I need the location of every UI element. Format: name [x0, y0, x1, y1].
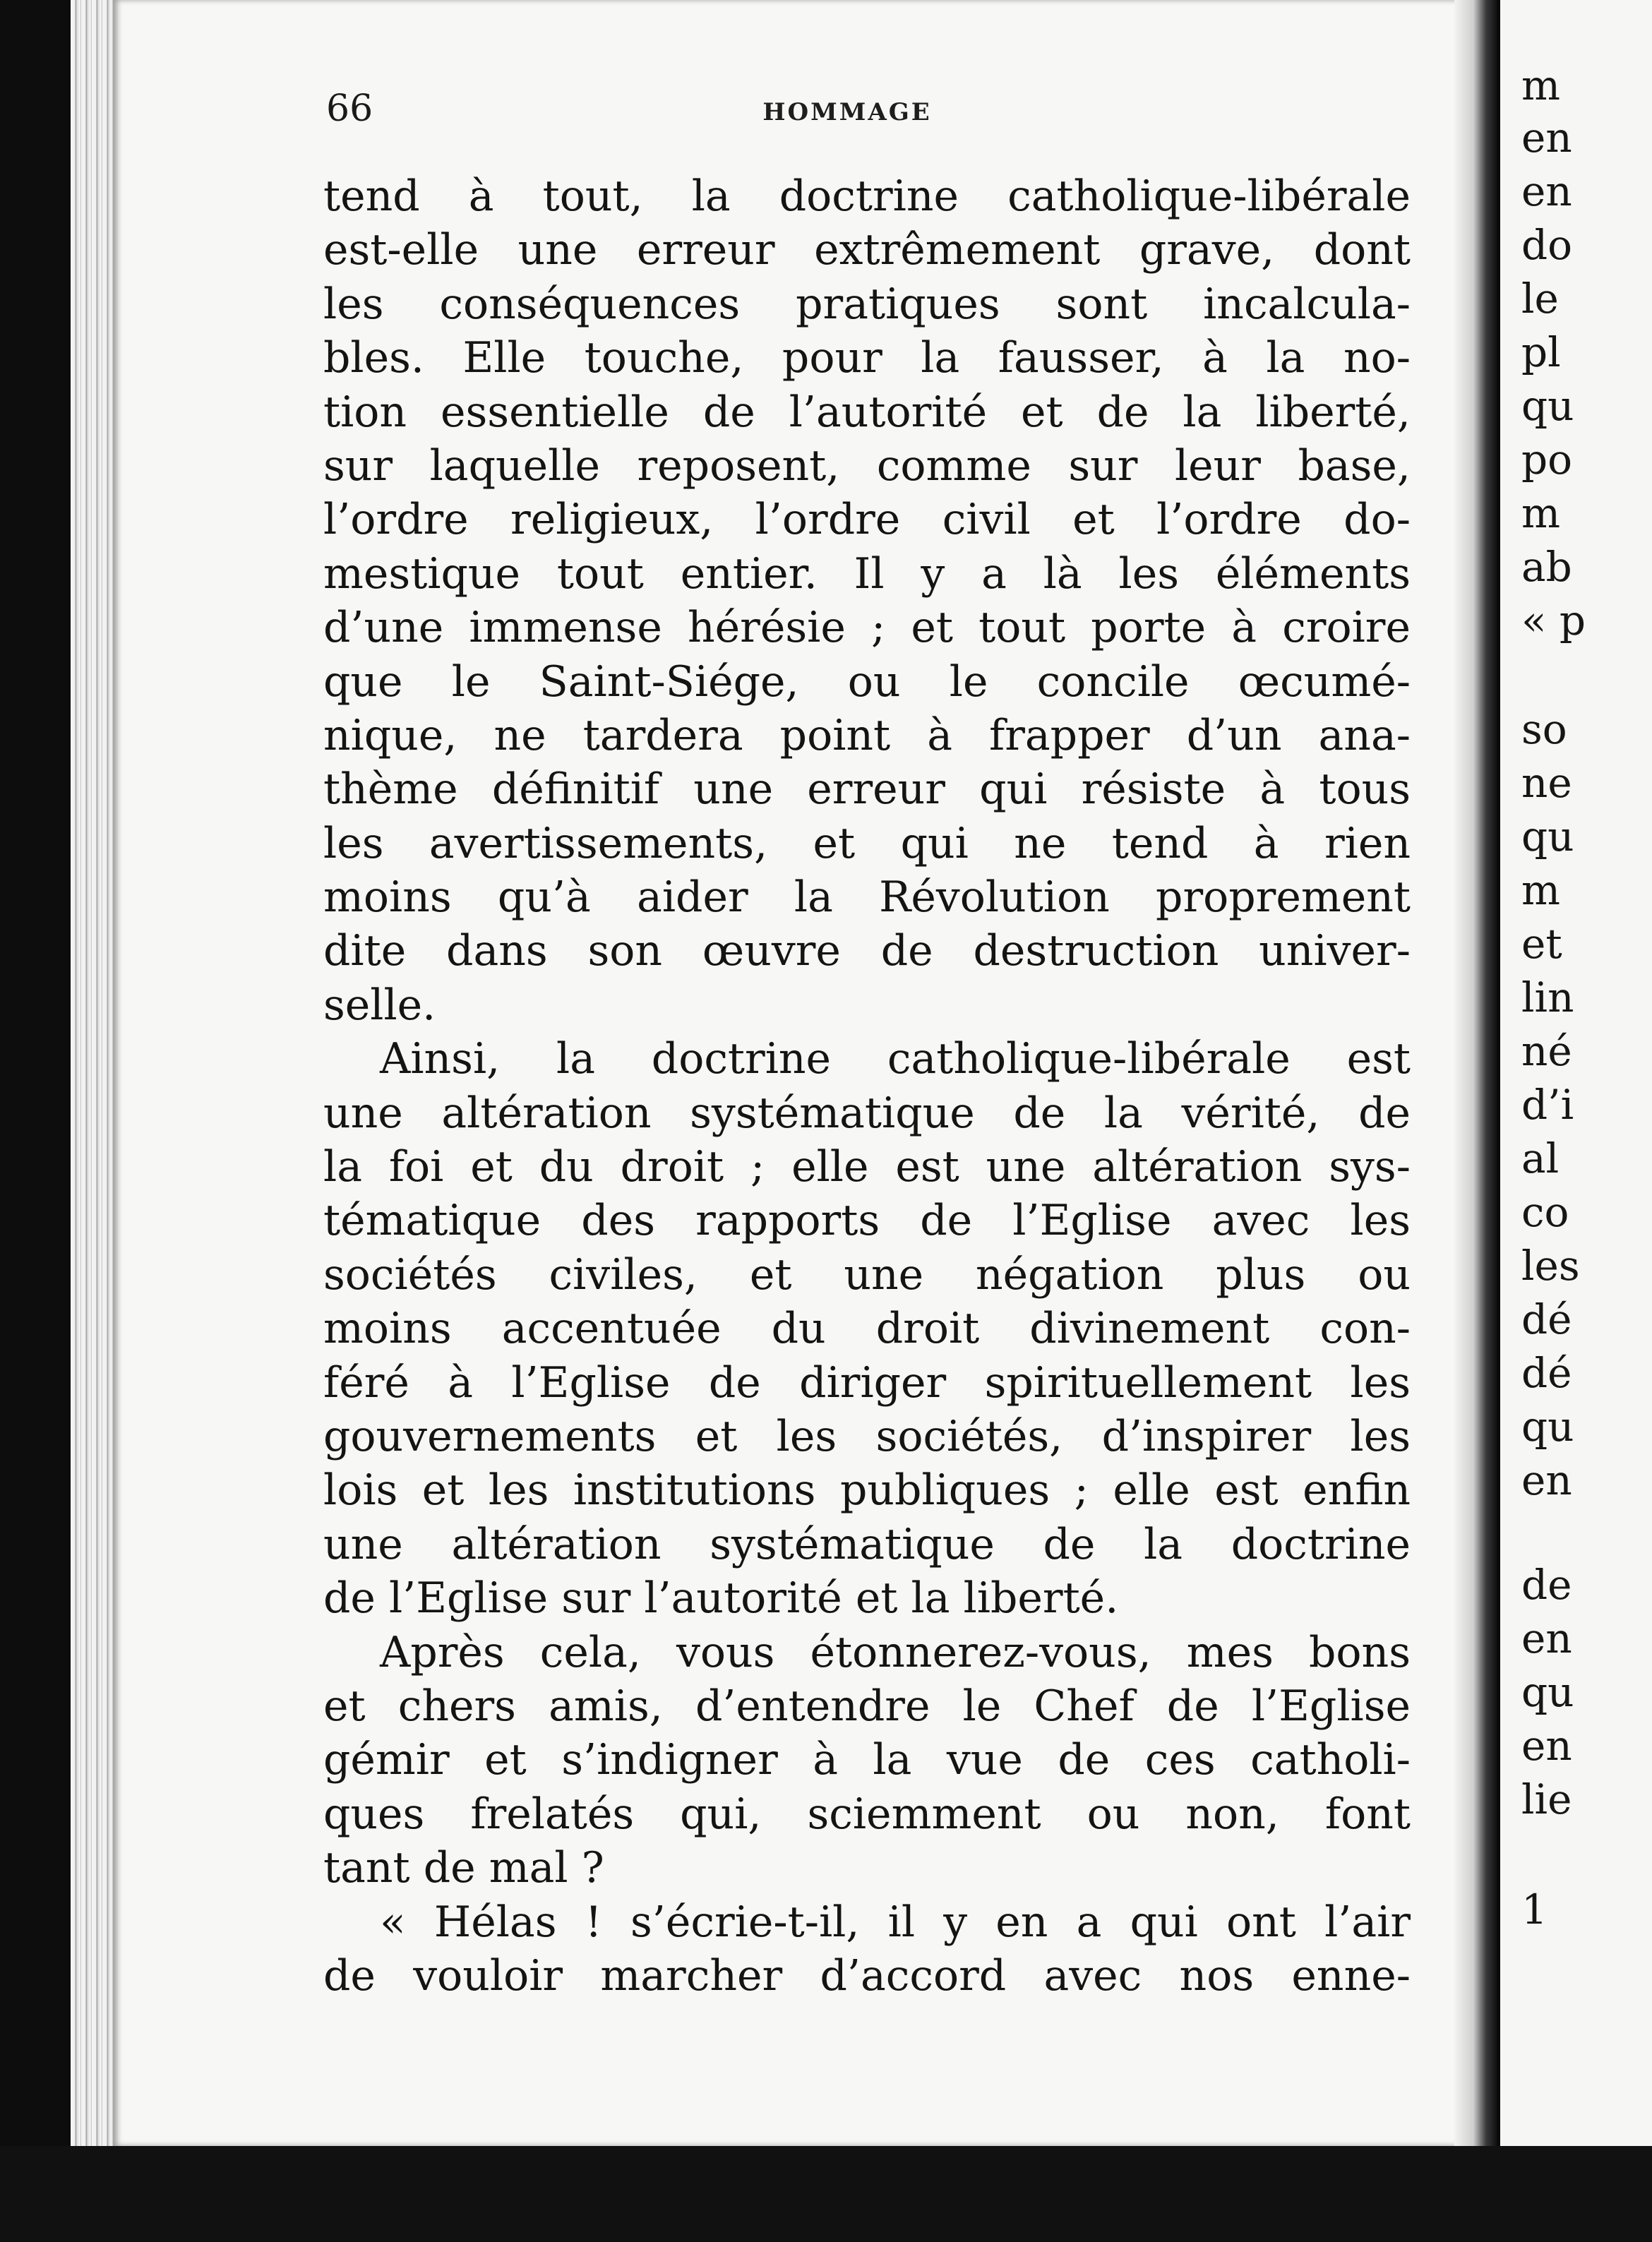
text-line: que le Saint-Siége, ou le concile œcumé- [323, 657, 1411, 707]
text-line: tant de mal ? [323, 1843, 604, 1893]
page-number: 66 [326, 88, 373, 130]
facing-page-fragment: m [1521, 61, 1560, 109]
text-line: nique, ne tardera point à frapper d’un ana- [323, 710, 1411, 760]
text-line: gouvernements et les sociétés, d’inspirer les [323, 1411, 1411, 1461]
text-line: lois et les institutions publiques ; elle est enfin [323, 1465, 1411, 1516]
text-line: une altération systématique de la doctrine [323, 1519, 1411, 1569]
facing-page-fragment: m [1521, 489, 1560, 537]
text-line: tend à tout, la doctrine catholique-libérale [323, 172, 1411, 221]
facing-page-fragment: « p [1521, 597, 1586, 645]
text-line: la foi et du droit ; elle est une altération sys- [323, 1142, 1411, 1192]
facing-page-fragment: les [1521, 1242, 1580, 1290]
text-line: gémir et s’indigner à la vue de ces catholi- [323, 1735, 1411, 1785]
facing-page-fragment: et [1521, 920, 1562, 968]
facing-page-fragment: m [1521, 866, 1560, 914]
facing-page-fragment: lie [1521, 1775, 1572, 1823]
book-gutter [1454, 0, 1497, 2146]
facing-page-fragment: dé [1521, 1349, 1572, 1397]
text-line: et chers amis, d’entendre le Chef de l’Eglise [323, 1681, 1411, 1731]
facing-page-fragment: ab [1521, 543, 1572, 591]
facing-page-fragment: dé [1521, 1295, 1572, 1343]
scan-bottom-border [0, 2146, 1652, 2242]
text-line: sociétés civiles, et une négation plus ou [323, 1249, 1411, 1300]
running-header-title: HOMMAGE [762, 98, 932, 126]
text-line: Ainsi, la doctrine catholique-libérale est [380, 1034, 1411, 1084]
facing-page-fragment: en [1521, 114, 1572, 162]
text-line: Après cela, vous étonnerez-vous, mes bons [380, 1627, 1411, 1677]
facing-page-fragment: pl [1521, 328, 1561, 376]
text-line: mestique tout entier. Il y a là les éléments [323, 548, 1411, 599]
facing-page-fragment: né [1521, 1027, 1572, 1075]
facing-page-fragment: en [1521, 1614, 1572, 1662]
facing-page-fragment: d’i [1521, 1081, 1574, 1129]
text-line: moins qu’à aider la Révolution proprement [323, 873, 1411, 923]
facing-page-fragment: de [1521, 1561, 1572, 1609]
text-line: de vouloir marcher d’accord avec nos enne- [323, 1950, 1411, 2001]
text-line: tion essentielle de l’autorité et de la liberté, [323, 387, 1411, 437]
facing-page-fragment: qu [1521, 1403, 1574, 1451]
text-line: tématique des rapports de l’Eglise avec les [323, 1196, 1411, 1246]
facing-page-fragment: co [1521, 1188, 1569, 1236]
facing-page-fragment: 1 [1521, 1886, 1548, 1934]
facing-page-fragment: ne [1521, 759, 1572, 807]
text-line: l’ordre religieux, l’ordre civil et l’ordre do- [323, 495, 1411, 545]
text-line: les conséquences pratiques sont incalcula- [323, 279, 1411, 329]
facing-page-fragment: en [1521, 167, 1572, 215]
text-line: de l’Eglise sur l’autorité et la liberté. [323, 1573, 1119, 1624]
facing-page-fragment: po [1521, 436, 1573, 484]
text-line: moins accentuée du droit divinement con- [323, 1304, 1411, 1354]
text-line: « Hélas ! s’écrie-t-il, il y en a qui ont l’air [380, 1897, 1411, 1947]
text-line: d’une immense hérésie ; et tout porte à croire [323, 603, 1411, 653]
facing-page-fragment: so [1521, 705, 1567, 753]
text-line: thème définitif une erreur qui résiste à tous [323, 765, 1411, 815]
text-line: féré à l’Eglise de diriger spirituellement les [323, 1357, 1411, 1408]
text-line: bles. Elle touche, pour la fausser, à la no- [323, 333, 1411, 383]
facing-page-fragment: al [1521, 1134, 1560, 1182]
text-line: est-elle une erreur extrêmement grave, dont [323, 225, 1411, 275]
facing-page-fragment: le [1521, 275, 1559, 323]
text-line: les avertissements, et qui ne tend à rien [323, 818, 1411, 868]
facing-page [1500, 0, 1652, 2146]
facing-page-fragment: qu [1521, 382, 1574, 430]
text-line: selle. [323, 980, 436, 1030]
text-line: sur laquelle reposent, comme sur leur base, [323, 440, 1411, 491]
facing-page-fragment: qu [1521, 1668, 1574, 1716]
text-line: dite dans son œuvre de destruction univer- [323, 926, 1411, 976]
page-body-text [323, 169, 1411, 2003]
facing-page-fragment: en [1521, 1722, 1572, 1770]
text-line: ques frelatés qui, sciemment ou non, font [323, 1789, 1411, 1839]
facing-page-fragment: en [1521, 1456, 1572, 1504]
facing-page-fragment: lin [1521, 973, 1574, 1021]
facing-page-fragment: do [1521, 221, 1573, 269]
text-line: une altération systématique de la vérité, de [323, 1088, 1411, 1138]
scan-left-border [0, 0, 71, 2242]
facing-page-fragment: qu [1521, 813, 1574, 861]
